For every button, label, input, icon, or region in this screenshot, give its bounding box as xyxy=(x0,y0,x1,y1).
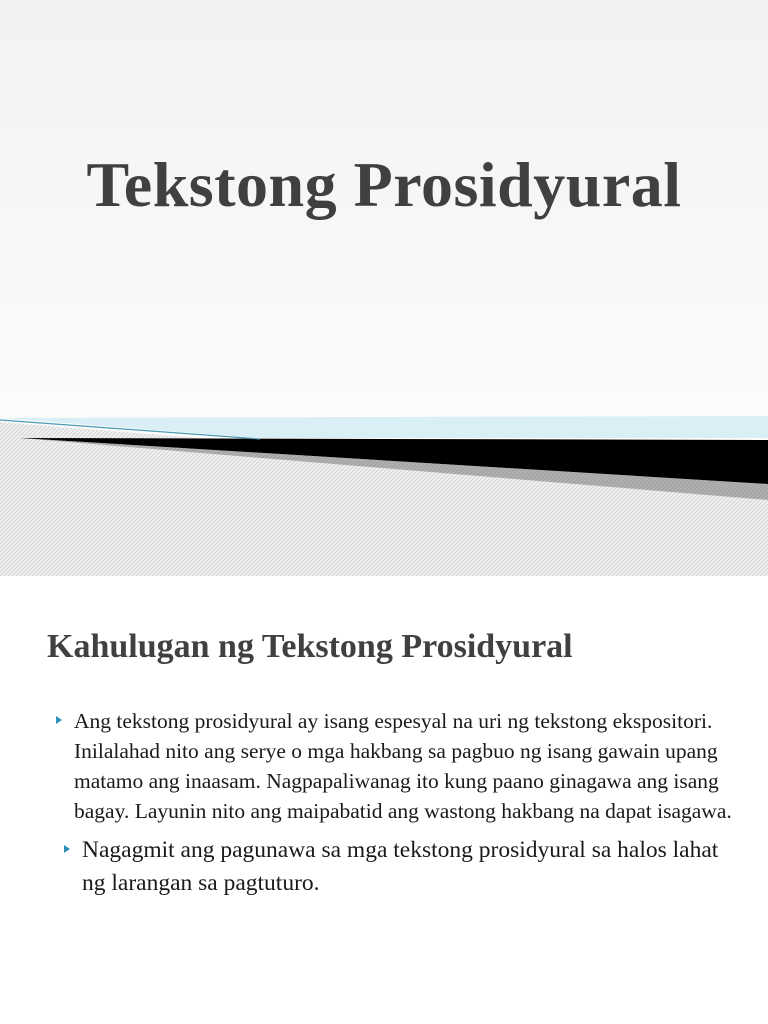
bullet-text: Ang tekstong prosidyural ay isang espesyal na uri ng tekstong ekspositori. Inilalahad nito ang serye o mga hakbang sa pagbuo ng isang gawain upang matamo ang inaasam. Nagpapaliwanag ito kung paano ginagawa ang isang bagay. Layunin nito ang maipabatid ang wastong hakbang na dapat isagawa. xyxy=(74,709,732,823)
bullet-text: Nagagmit ang pagunawa sa mga tekstong prosidyural sa halos lahat ng larangan sa pagtuturo. xyxy=(82,837,719,896)
bullet-arrow-icon xyxy=(56,716,62,724)
slide-title: Tekstong Prosidyural xyxy=(86,149,682,220)
decorative-bands xyxy=(0,400,768,576)
bullet-item xyxy=(62,834,734,900)
section-title: Kahulugan ng Tekstong Prosidyural xyxy=(47,628,573,665)
bullet-list xyxy=(54,706,734,900)
bullet-item xyxy=(54,706,734,826)
bullet-arrow-icon xyxy=(64,845,70,853)
content-slide xyxy=(0,576,768,1024)
